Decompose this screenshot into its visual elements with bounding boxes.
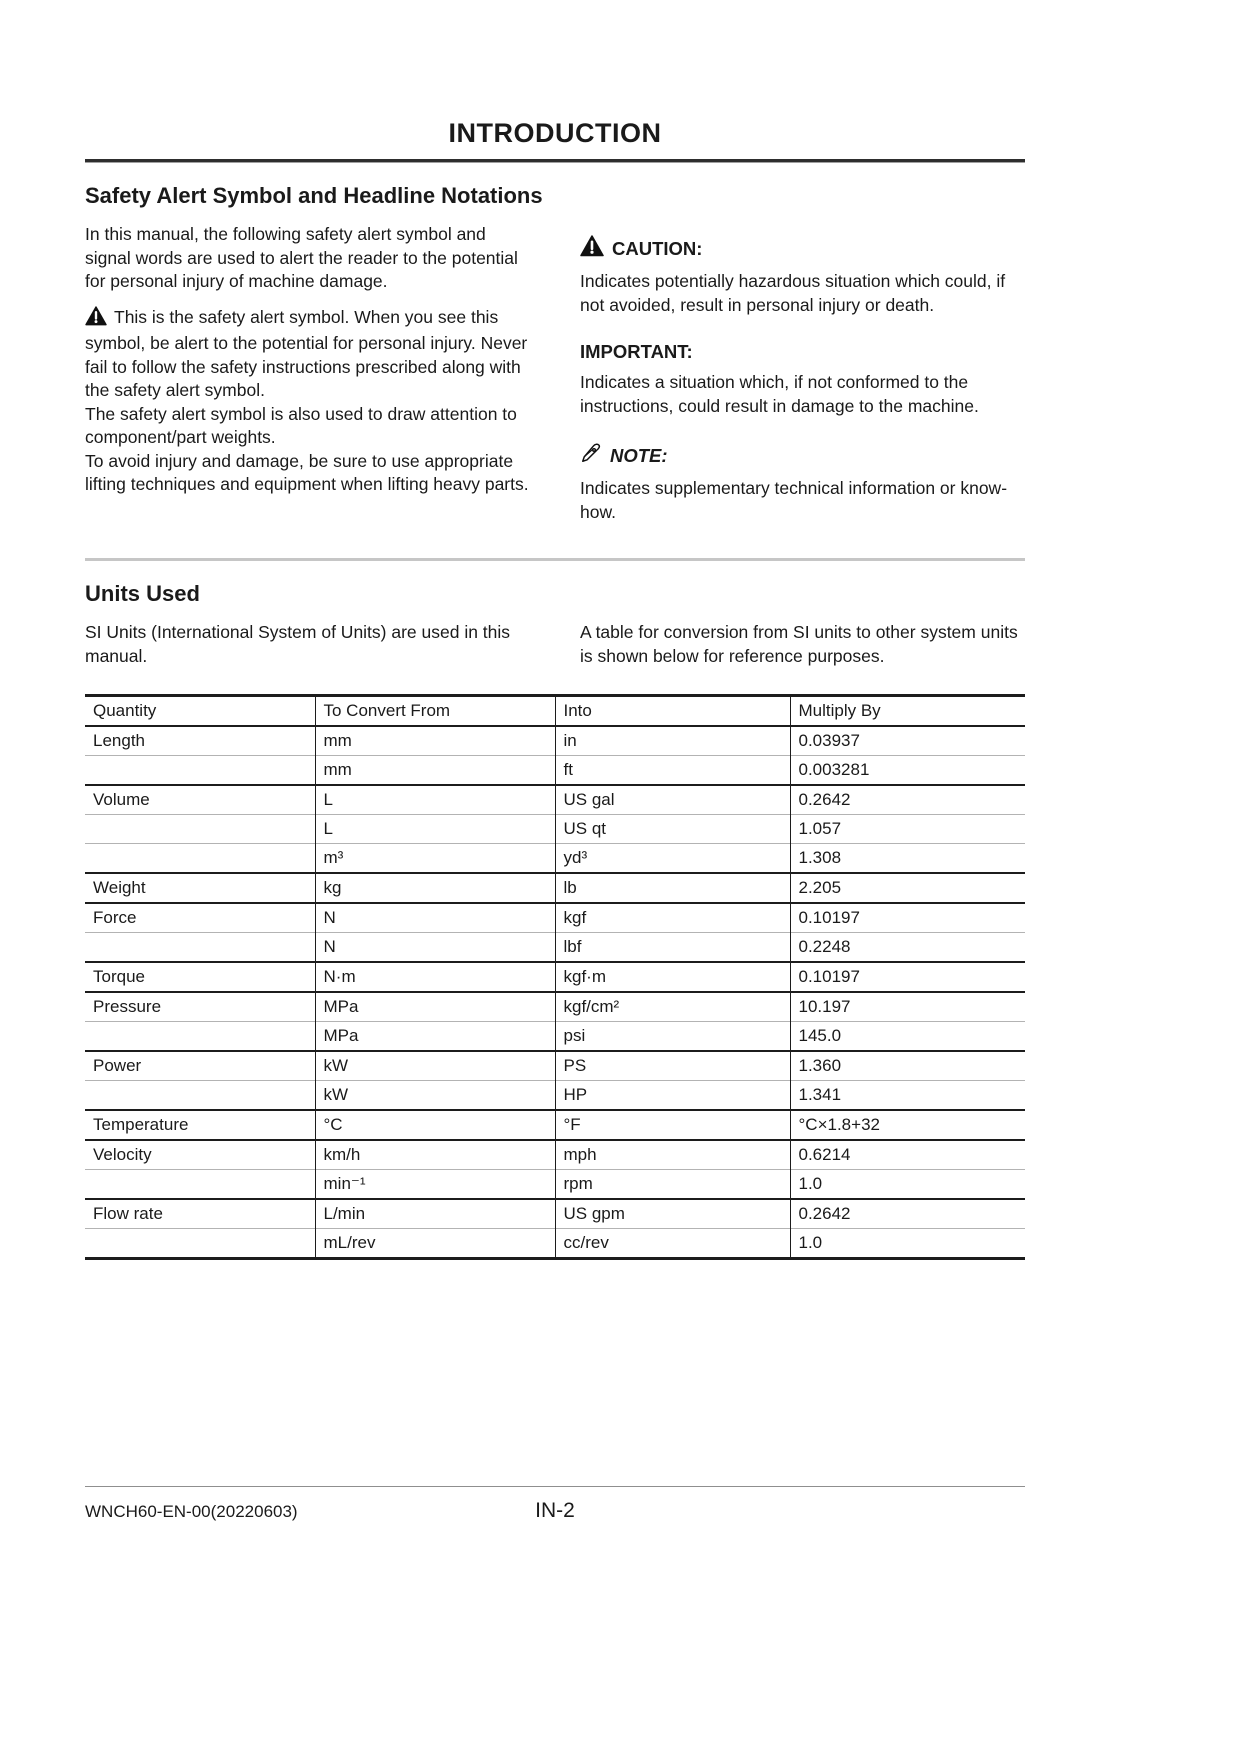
into-cell: cc/rev [555,1229,790,1259]
into-cell: yd³ [555,844,790,874]
table-row [85,844,1025,874]
into-cell: mph [555,1140,790,1170]
doc-number: WNCH60-EN-00(20220603) [85,1502,298,1521]
title-rule [85,159,1025,163]
multiply-cell: 1.0 [790,1170,1025,1200]
from-cell: N [315,903,555,933]
pen-nib-icon [580,442,602,469]
into-cell: in [555,726,790,756]
into-cell: HP [555,1081,790,1111]
header-quantity: Quantity [93,701,157,720]
table-row [85,756,1025,786]
table-row [85,1022,1025,1052]
note-heading [580,442,1025,469]
conversion-table [85,694,1025,1260]
caution-notice [580,235,1025,317]
safety-right-column [580,223,1025,548]
section-divider-rule [85,558,1025,561]
from-cell: MPa [315,1022,555,1052]
section-heading-safety: Safety Alert Symbol and Headline Notations [85,183,543,208]
multiply-cell: 1.0 [790,1229,1025,1259]
into-cell: PS [555,1051,790,1081]
table-row [85,903,1025,933]
quantity-cell: Pressure [93,997,162,1016]
from-cell: kW [315,1051,555,1081]
quantity-cell: Volume [93,790,150,809]
table-row [85,962,1025,992]
quantity-cell: Weight [93,878,146,897]
multiply-cell: 1.057 [790,815,1025,844]
quantity-cell [85,815,315,844]
quantity-cell: Velocity [93,1145,152,1164]
multiply-cell: 0.03937 [790,726,1025,756]
multiply-cell: 145.0 [790,1022,1025,1052]
safety-section-columns [85,223,1025,548]
warning-triangle-icon [580,235,604,262]
table-row [85,1110,1025,1140]
header-into: Into [555,696,790,727]
into-cell: psi [555,1022,790,1052]
quantity-cell: Torque [93,967,145,986]
table-row [85,933,1025,963]
into-cell: US gal [555,785,790,815]
into-cell: ft [555,756,790,786]
multiply-cell: 0.6214 [790,1140,1025,1170]
from-cell: min⁻¹ [315,1170,555,1200]
footer-row [85,1499,1025,1525]
quantity-cell [85,844,315,874]
page-footer [85,1486,1025,1525]
from-cell: L [315,815,555,844]
table-row [85,726,1025,756]
from-cell: km/h [315,1140,555,1170]
units-right-column [580,621,1025,668]
safety-symbol-text-3: To avoid injury and damage, be sure to use appropriate lifting techniques and equipment when lifting heavy parts. [85,450,529,494]
note-notice [580,442,1025,524]
from-cell: °C [315,1110,555,1140]
from-cell: N·m [315,962,555,992]
safety-symbol-paragraph [85,306,530,403]
from-cell: MPa [315,992,555,1022]
page-title: INTRODUCTION [448,118,662,148]
units-right-text: A table for conversion from SI units to other system units is shown below for reference purposes. [580,622,1018,666]
from-cell: mm [315,726,555,756]
into-cell: US gpm [555,1199,790,1229]
caution-text: Indicates potentially hazardous situation which could, if not avoided, result in personal injury or death. [580,271,1006,315]
into-cell: US qt [555,815,790,844]
footer-rule [85,1486,1025,1487]
table-row [85,1229,1025,1259]
safety-intro-paragraph: In this manual, the following safety alert symbol and signal words are used to alert the reader to the potential for personal injury of machine damage. [85,224,518,291]
from-cell: kW [315,1081,555,1111]
multiply-cell: 10.197 [790,992,1025,1022]
multiply-cell: 0.10197 [790,903,1025,933]
page-content [85,0,1025,1260]
conversion-table-body [85,726,1025,1259]
multiply-cell: 1.341 [790,1081,1025,1111]
table-row [85,1140,1025,1170]
from-cell: L [315,785,555,815]
from-cell: m³ [315,844,555,874]
header-to-convert-from: To Convert From [315,696,555,727]
units-left-column [85,621,530,668]
quantity-cell: Temperature [93,1115,189,1134]
table-row [85,785,1025,815]
page-number: IN-2 [535,1499,575,1522]
multiply-cell: 0.003281 [790,756,1025,786]
quantity-cell: Force [93,908,137,927]
from-cell: mm [315,756,555,786]
note-text: Indicates supplementary technical information or know-how. [580,478,1008,522]
table-row [85,1199,1025,1229]
important-notice [580,341,1025,418]
table-row [85,1051,1025,1081]
caution-heading [580,235,1025,262]
quantity-cell [85,1081,315,1111]
safety-symbol-text-2: The safety alert symbol is also used to draw attention to component/part weights. [85,403,517,447]
caution-label: CAUTION: [612,237,703,259]
safety-symbol-text-1: This is the safety alert symbol. When you see this symbol, be alert to the potential for personal injury. Never fail to follow the safety instructions prescribed along with the safety alert symbol. [85,306,528,400]
quantity-cell [85,1022,315,1052]
multiply-cell: 0.2248 [790,933,1025,963]
quantity-cell [85,1229,315,1259]
into-cell: kgf [555,903,790,933]
quantity-cell [85,1170,315,1200]
into-cell: lbf [555,933,790,963]
from-cell: kg [315,873,555,903]
multiply-cell: 1.308 [790,844,1025,874]
multiply-cell: °C×1.8+32 [790,1110,1025,1140]
table-row [85,815,1025,844]
quantity-cell [85,756,315,786]
units-left-text: SI Units (International System of Units) are used in this manual. [85,622,511,666]
multiply-cell: 0.10197 [790,962,1025,992]
safety-left-column [85,223,530,548]
into-cell: kgf·m [555,962,790,992]
units-section-columns [85,621,1025,668]
multiply-cell: 0.2642 [790,1199,1025,1229]
quantity-cell: Length [93,731,145,750]
quantity-cell: Power [93,1056,142,1075]
section-heading-units: Units Used [85,581,200,606]
note-label: NOTE: [610,444,668,466]
into-cell: rpm [555,1170,790,1200]
quantity-cell: Flow rate [93,1204,163,1223]
table-row [85,1170,1025,1200]
important-heading [580,341,1025,363]
from-cell: N [315,933,555,963]
table-row [85,992,1025,1022]
multiply-cell: 1.360 [790,1051,1025,1081]
important-label: IMPORTANT: [580,341,693,362]
from-cell: mL/rev [315,1229,555,1259]
table-row [85,873,1025,903]
safety-alert-icon [85,306,107,333]
into-cell: °F [555,1110,790,1140]
multiply-cell: 0.2642 [790,785,1025,815]
from-cell: L/min [315,1199,555,1229]
important-text: Indicates a situation which, if not conformed to the instructions, could result in damage to the machine. [580,372,979,416]
quantity-cell [85,933,315,963]
into-cell: lb [555,873,790,903]
multiply-cell: 2.205 [790,873,1025,903]
conversion-table-header-row [85,696,1025,727]
table-row [85,1081,1025,1111]
header-multiply-by: Multiply By [790,696,1025,727]
into-cell: kgf/cm² [555,992,790,1022]
